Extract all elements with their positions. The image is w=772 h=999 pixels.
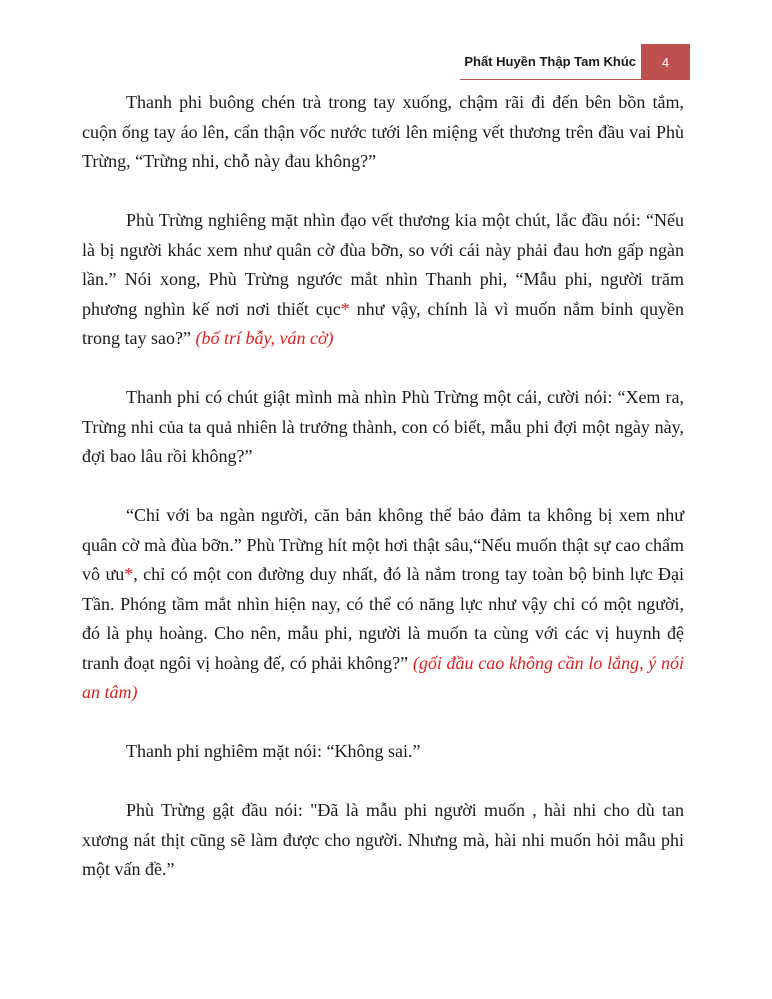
book-title: Phất Huyền Thập Tam Khúc [464,54,636,69]
footnote-star: * [124,564,134,584]
paragraph-1: Thanh phi buông chén trà trong tay xuống, chậm rãi đi đến bên bồn tắm, cuộn ống tay áo lên, cẩn thận vốc nước tưới lên miệng vết thương trên đầu vai Phù Trừng, “Trừng nhi, chỗ này đau không?” [82,92,684,171]
footnote-star: * [340,298,350,319]
paragraph-4-text-b: , chỉ có một con đường duy nhất, đó là nắm trong tay toàn bộ binh lực Đại Tần. Phóng tầm mắt nhìn hiện nay, có thể có năng lực như vậy chỉ có một người, đó là phụ hoàng. Cho nên, mẫu phi, người là muốn ta cùng với các vị huynh đệ tranh đoạt ngôi vị hoàng đế, có phải không?” [82,564,684,673]
translator-note: (gối đầu cao không cần lo lắng, ý nói an tâm) [82,652,684,702]
paragraph-2-text-b: như vậy, chính là vì muốn nắm binh quyền trong tay sao?” [82,298,684,348]
translator-note: (bố trí bẫy, ván cờ) [195,328,334,348]
page-body [82,88,684,914]
paragraph-6: Phù Trừng gật đầu nói: "Đã là mẫu phi người muốn , hài nhi cho dù tan xương nát thịt cũng sẽ làm được cho người. Nhưng mà, hài nhi muốn hỏi mẫu phi một vấn đề.” [82,800,684,879]
paragraph-2 [82,206,684,354]
paragraph-4-text-a: “Chỉ với ba ngàn người, căn bản không thể bảo đảm ta không bị xem như quân cờ mà đùa bỡn.” Phù Trừng hít một hơi thật sâu,“Nếu muốn thật sự cao chẩm vô ưu [82,505,684,584]
page-number-badge: 4 [641,44,690,80]
paragraph-2-text-a: Phù Trừng nghiêng mặt nhìn đạo vết thương kia một chút, lắc đầu nói: “Nếu là bị người khác xem như quân cờ đùa bỡn, so với cái này phải đau hơn gấp ngàn lần.” Nói xong, Phù Trừng ngước mắt nhìn Thanh phi, “Mẫu phi, người trăm phương nghìn kế nơi nơi thiết cục [82,210,684,319]
paragraph-4 [82,501,684,708]
page-header [0,44,772,80]
paragraph-5: Thanh phi nghiêm mặt nói: “Không sai.” [126,741,421,761]
paragraph-3: Thanh phi có chút giật mình mà nhìn Phù Trừng một cái, cười nói: “Xem ra, Trừng nhi của ta quả nhiên là trưởng thành, con có biết, mẫu phi đợi một ngày này, đợi bao lâu rồi không?” [82,387,684,466]
